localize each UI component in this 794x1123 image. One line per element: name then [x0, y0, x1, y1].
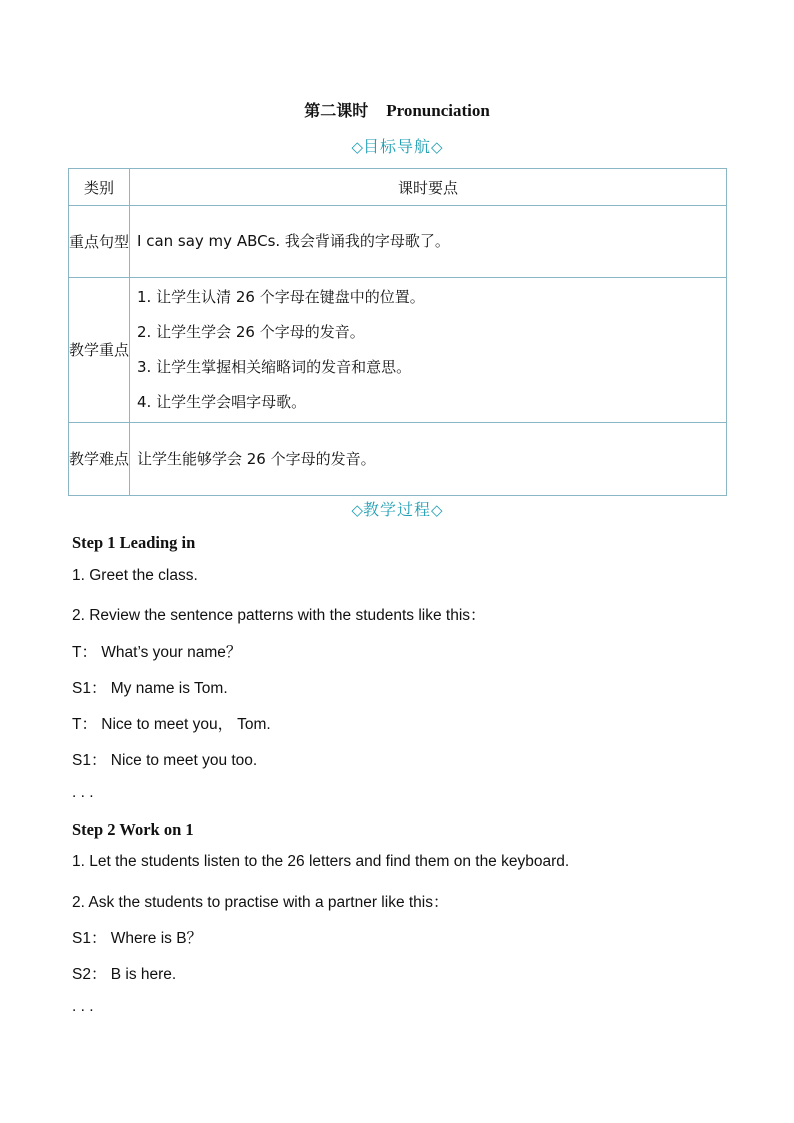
table-item: 4. 让学生学会唱字母歌。 — [137, 393, 307, 411]
step-line: T： What’s your name？ — [72, 644, 242, 661]
table-header-category: 类别 — [69, 169, 130, 206]
diamond-icon: ◇ — [431, 138, 443, 156]
table-header-points: 课时要点 — [130, 169, 727, 206]
step-line: S1： My name is Tom. — [72, 680, 228, 697]
diamond-icon: ◇ — [351, 501, 363, 519]
table-item: 3. 让学生掌握相关缩略词的发音和意思。 — [137, 358, 412, 376]
lesson-topic: Pronunciation — [386, 101, 490, 120]
step-line: S1： Where is B？ — [72, 930, 203, 947]
table-row — [69, 206, 727, 278]
step-heading: Step 1 Leading in — [72, 533, 196, 552]
table-item: I can say my ABCs. 我会背诵我的字母歌了。 — [137, 232, 450, 250]
diamond-icon: ◇ — [351, 138, 363, 156]
table-item: 让学生能够学会 26 个字母的发音。 — [137, 449, 376, 468]
diamond-icon: ◇ — [431, 501, 443, 519]
table-item: 1. 让学生认清 26 个字母在键盘中的位置。 — [137, 288, 425, 306]
section-heading-goals — [0, 134, 794, 157]
section-heading-goals-text: 目标导航 — [362, 137, 431, 156]
table-row-content — [130, 206, 727, 278]
table-row-category: 教学重点 — [69, 278, 130, 423]
step-line: S2： B is here. — [72, 966, 177, 983]
step-line: . . . — [72, 784, 94, 801]
step-line: 2. Review the sentence patterns with the students like this： — [72, 607, 486, 624]
table-row — [69, 278, 727, 423]
table-row-content — [130, 278, 727, 423]
step-line: T： Nice to meet you， Tom. — [72, 716, 271, 733]
section-heading-process-text: 教学过程 — [362, 500, 431, 519]
section-heading-process — [0, 497, 794, 520]
table-row-category: 重点句型 — [69, 206, 130, 278]
step-line: 1. Let the students listen to the 26 letters and find them on the keyboard. — [72, 853, 570, 870]
table-row — [69, 423, 727, 496]
table-row-category: 教学难点 — [69, 423, 130, 496]
step-line: 2. Ask the students to practise with a partner like this： — [72, 894, 449, 911]
goals-table — [68, 168, 727, 496]
step-line: 1. Greet the class. — [72, 567, 198, 584]
page-title — [0, 98, 794, 121]
step-line: . . . — [72, 998, 94, 1015]
table-item: 2. 让学生学会 26 个字母的发音。 — [137, 323, 365, 341]
step-line: S1： Nice to meet you too. — [72, 752, 258, 769]
lesson-label: 第二课时 — [304, 101, 369, 120]
step-heading: Step 2 Work on 1 — [72, 820, 194, 839]
table-header-row — [69, 169, 727, 206]
table-row-content — [130, 423, 727, 496]
